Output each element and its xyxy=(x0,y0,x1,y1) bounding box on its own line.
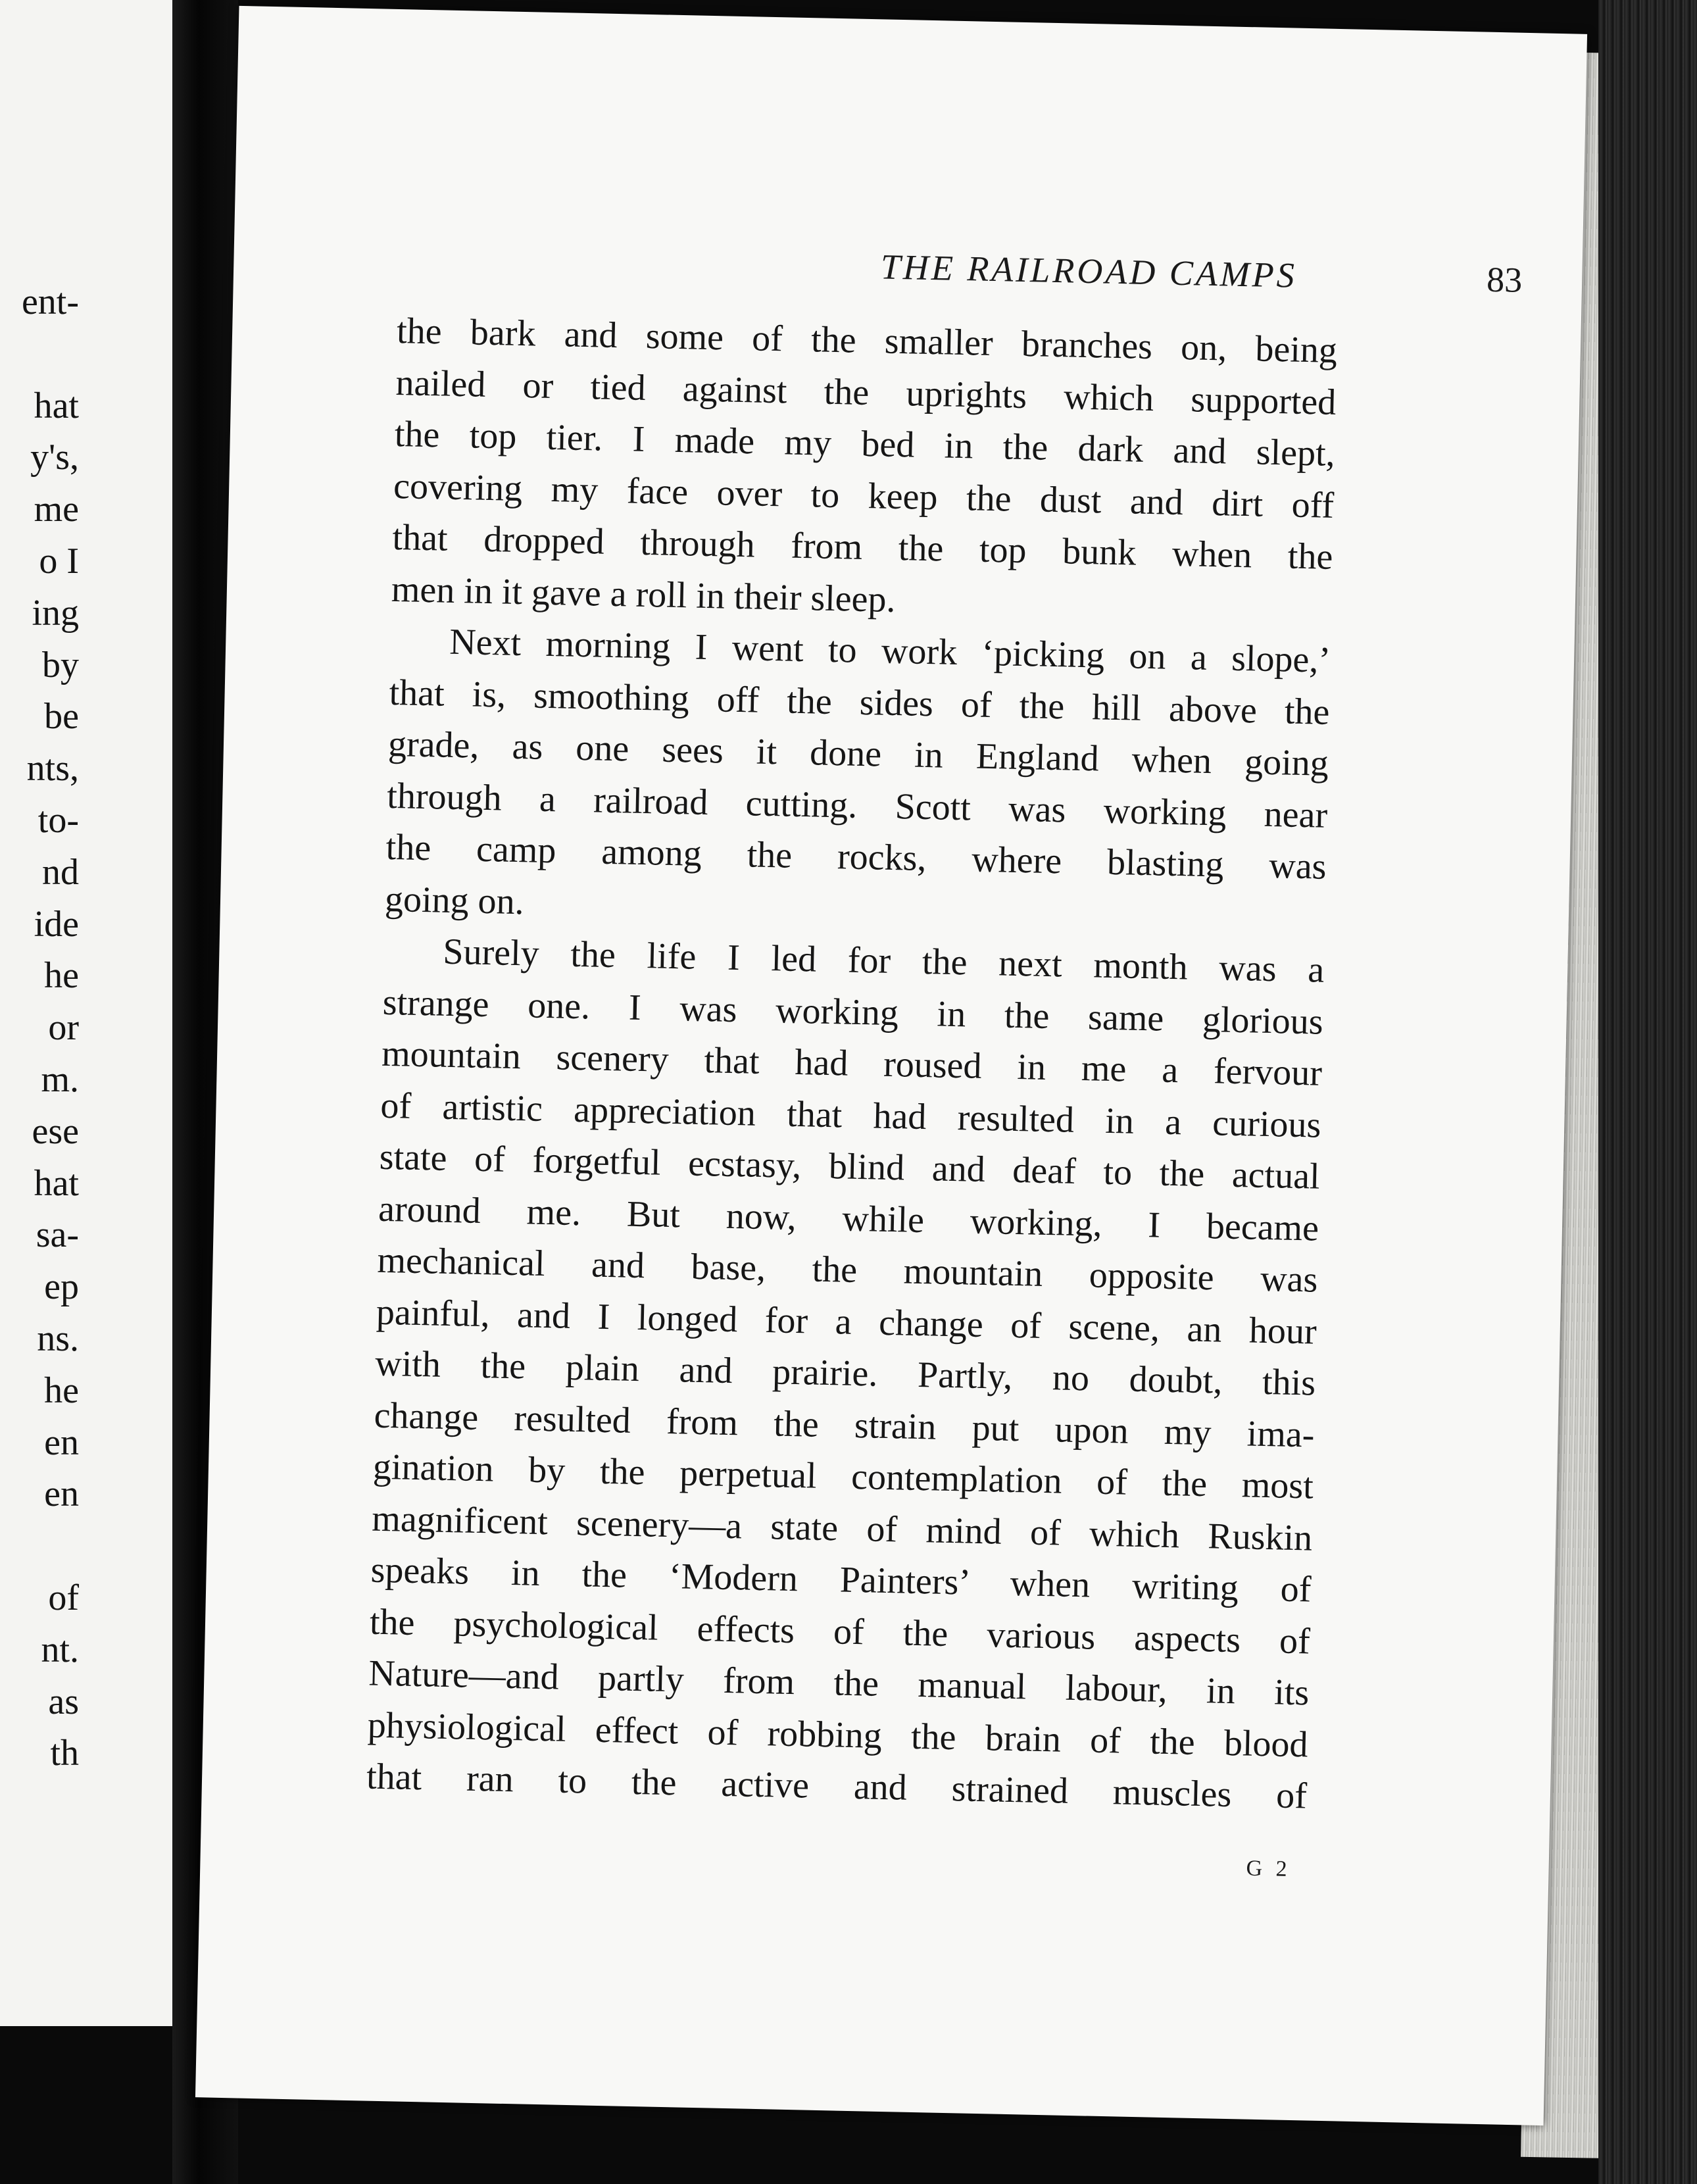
text-line: strange one. I was working in the same glorious xyxy=(382,981,1324,1043)
left-facing-page xyxy=(0,0,172,2026)
left-page-fragment: o I xyxy=(39,540,79,582)
text-line: with the plain and prairie. Partly, no doubt, this xyxy=(374,1343,1316,1404)
signature-mark: G 2 xyxy=(1246,1856,1292,1881)
paragraph xyxy=(384,615,1331,945)
right-page xyxy=(195,6,1587,2125)
left-page-fragment: me xyxy=(34,489,79,530)
text-line: going on. xyxy=(384,878,525,922)
text-line: the camp among the rocks, where blasting was xyxy=(385,826,1327,887)
body-text xyxy=(366,305,1337,1822)
text-line: Nature—and partly from the manual labour, in its xyxy=(368,1652,1310,1714)
left-page-fragment: be xyxy=(44,696,79,737)
left-page-fragment: by xyxy=(42,644,79,685)
text-line: painful, and I longed for a change of scene, an hour xyxy=(376,1291,1317,1353)
left-page-fragment: ing xyxy=(32,592,79,633)
page-number: 83 xyxy=(1486,259,1523,300)
left-page-fragment: sa- xyxy=(36,1214,79,1256)
text-line: of artistic appreciation that had resulted in a curious xyxy=(380,1085,1321,1146)
text-line: change resulted from the strain put upon my ima- xyxy=(374,1395,1316,1456)
left-page-fragment: or xyxy=(48,1007,79,1049)
left-page-text-fragments xyxy=(0,276,87,1779)
left-page-fragment: ep xyxy=(44,1266,79,1308)
text-line: grade, as one sees it done in England when going xyxy=(387,723,1329,784)
left-page-fragment: ese xyxy=(32,1110,79,1152)
left-page-fragment: nts, xyxy=(26,748,79,789)
text-line: Next morning I went to work ‘picking on a slope,’ xyxy=(449,621,1331,681)
left-page-fragment xyxy=(0,1520,79,1572)
left-page-fragment: en xyxy=(44,1474,79,1515)
text-line: covering my face over to keep the dust and dirt off xyxy=(393,465,1335,526)
left-page-fragment: en xyxy=(44,1422,79,1463)
left-page-fragment: y's, xyxy=(30,437,79,478)
left-page-fragment: to- xyxy=(37,799,79,841)
text-line: the top tier. I made my bed in the dark and slept, xyxy=(394,413,1336,474)
text-line: around me. But now, while working, I became xyxy=(378,1188,1319,1249)
text-line: through a railroad cutting. Scott was working near xyxy=(386,775,1328,836)
text-line: that dropped through from the top bunk when the xyxy=(392,516,1333,578)
left-page-fragment: he xyxy=(44,955,79,997)
text-line: mechanical and base, the mountain opposite was xyxy=(376,1239,1318,1301)
left-page-fragment: nt. xyxy=(41,1629,79,1670)
left-page-fragment: as xyxy=(48,1681,79,1722)
left-page-fragment: m. xyxy=(41,1058,79,1100)
left-page-fragment: ns. xyxy=(37,1318,79,1359)
text-line: speaks in the ‘Modern Painters’ when writing of xyxy=(370,1549,1312,1610)
left-page-fragment: of xyxy=(48,1577,79,1618)
text-line: gination by the perpetual contemplation of the most xyxy=(372,1446,1314,1507)
text-line: magnificent scenery—a state of mind of which Ruskin xyxy=(371,1498,1313,1559)
book-cover-edge xyxy=(1598,0,1697,2184)
left-page-fragment: nd xyxy=(42,851,79,893)
text-line: men in it gave a roll in their sleep. xyxy=(391,568,897,620)
left-page-fragment: ide xyxy=(34,903,79,945)
running-head: THE RAILROAD CAMPS xyxy=(880,247,1298,295)
text-line: the bark and some of the smaller branches on, being xyxy=(396,310,1338,371)
left-page-fragment: ent- xyxy=(21,282,79,322)
left-page-fragment: he xyxy=(44,1370,79,1411)
text-line: that is, smoothing off the sides of the hill above the xyxy=(389,672,1331,733)
text-line: the psychological effects of the various aspects of xyxy=(369,1601,1311,1662)
left-page-fragment: hat xyxy=(34,385,79,426)
text-line: Surely the life I led for the next month was a xyxy=(442,931,1325,991)
text-line: that ran to the active and strained muscles of xyxy=(366,1756,1308,1817)
left-page-fragment: hat xyxy=(34,1162,79,1204)
left-page-fragment xyxy=(0,328,79,380)
left-page-fragment: th xyxy=(50,1733,79,1774)
text-line: state of forgetful ecstasy, blind and deaf to the actual xyxy=(379,1136,1321,1197)
text-line: nailed or tied against the uprights which supported xyxy=(395,362,1337,423)
text-line: physiological effect of robbing the brain of the blood xyxy=(367,1704,1309,1765)
text-line: mountain scenery that had roused in me a fervour xyxy=(381,1033,1323,1094)
paragraph xyxy=(366,925,1325,1822)
paragraph xyxy=(391,305,1338,635)
